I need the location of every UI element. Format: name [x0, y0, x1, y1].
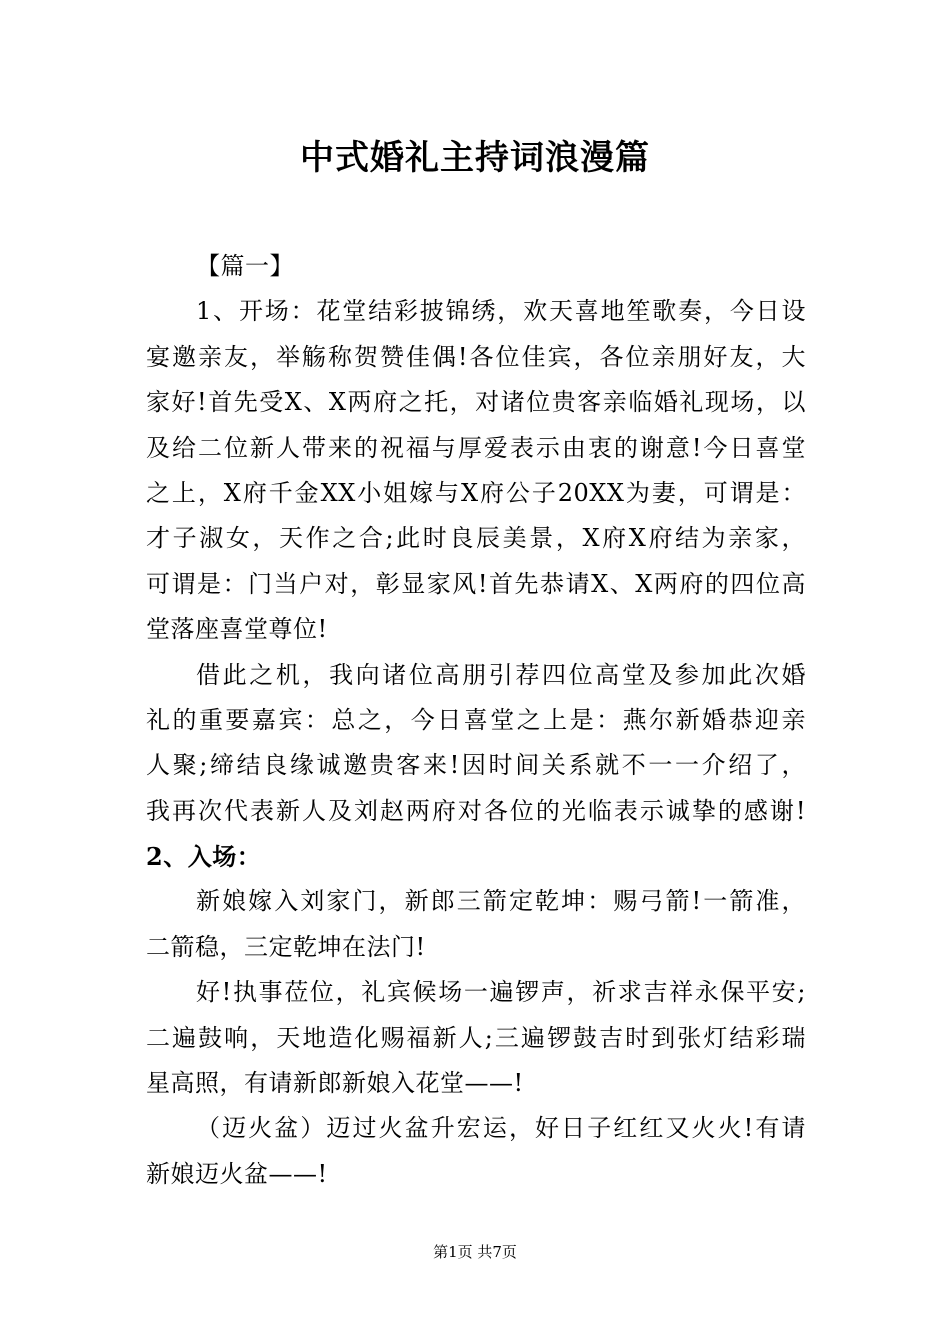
paragraph-line: 星高照，有请新郎新娘入花堂——!: [146, 1069, 524, 1098]
page-indicator: 第1页 共7页: [433, 1243, 517, 1261]
paragraph-line: 好!执事莅位，礼宾候场一遍锣声，祈求吉祥永保平安;: [196, 978, 806, 1007]
section-heading: 2、入场：: [146, 842, 262, 872]
paragraph-line: 可谓是：门当户对，彰显家风!首先恭请X、X两府的四位高: [146, 569, 806, 598]
paragraph-line: 新娘迈火盆——!: [146, 1159, 328, 1188]
document-body: [146, 244, 806, 1197]
paragraph-line: 礼的重要嘉宾：总之，今日喜堂之上是：燕尔新婚恭迎亲: [146, 705, 806, 734]
paragraph-line: 及给二位新人带来的祝福与厚爱表示由衷的谢意!今日喜堂: [146, 433, 806, 462]
paragraph-line: 人聚;缔结良缘诚邀贵客来!因时间关系就不一一介绍了，: [146, 751, 806, 780]
paragraph-line: 二遍鼓响，天地造化赐福新人;三遍锣鼓吉时到张灯结彩瑞: [146, 1023, 806, 1052]
paragraph-line: （迈火盆）迈过火盆升宏运，好日子红红又火火!有请: [196, 1114, 806, 1143]
paragraph-line: 借此之机，我向诸位高朋引荐四位高堂及参加此次婚: [196, 660, 806, 689]
section-heading: 【篇一】: [196, 252, 294, 280]
paragraph-line: 新娘嫁入刘家门，新郎三箭定乾坤：赐弓箭!一箭准，: [196, 887, 806, 916]
paragraph-line: 我再次代表新人及刘赵两府对各位的光临表示诚挚的感谢!: [146, 796, 806, 825]
document-title: 中式婚礼主持词浪漫篇: [300, 138, 650, 178]
paragraph-line: 之上，X府千金XX小姐嫁与X府公子20XX为妻，可谓是：: [146, 478, 806, 507]
paragraph-line: 二箭稳，三定乾坤在法门!: [146, 932, 426, 961]
paragraph-line: 才子淑女，天作之合;此时良辰美景，X府X府结为亲家，: [146, 524, 806, 553]
paragraph-line: 堂落座喜堂尊位!: [146, 615, 328, 644]
paragraph-line: 1、开场：花堂结彩披锦绣，欢天喜地笙歌奏，今日设: [196, 297, 806, 326]
paragraph-line: 宴邀亲友，举觞称贺赞佳偶!各位佳宾，各位亲朋好友，大: [146, 342, 806, 371]
paragraph-line: 家好!首先受X、X两府之托，对诸位贵客亲临婚礼现场，以: [146, 388, 806, 417]
